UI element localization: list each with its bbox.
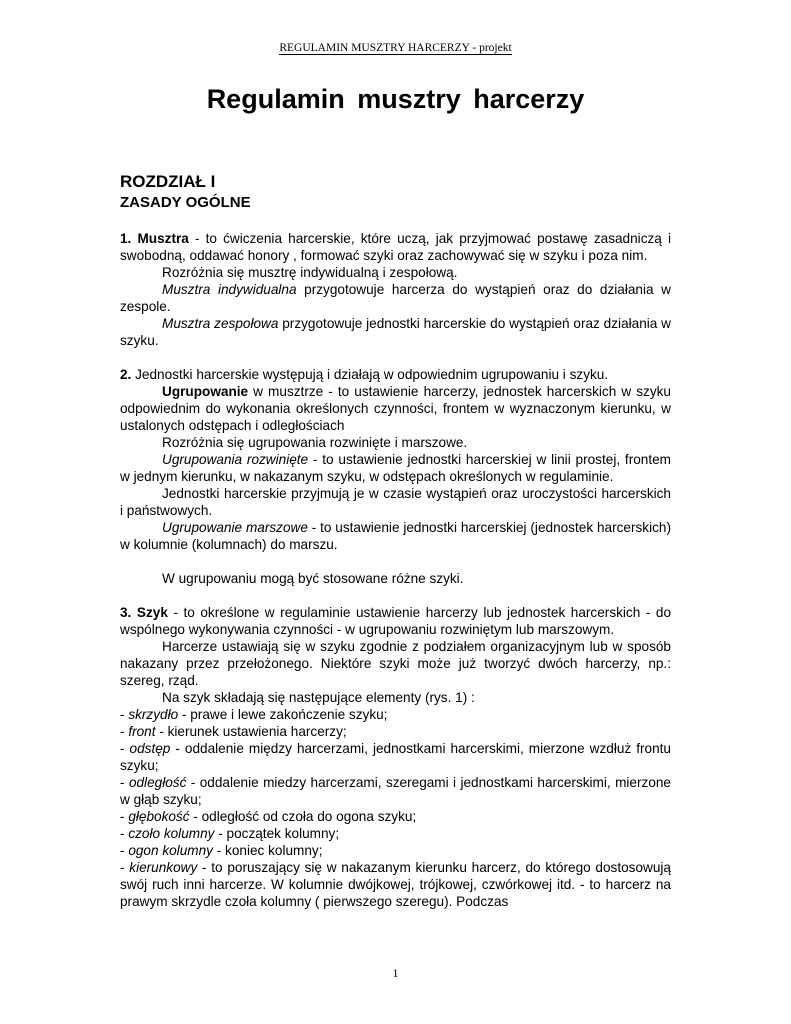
list-item: - kierunkowy - to poruszający się w nakazanym kierunku harcerz, do którego dostosowują swój ruch inni harcerze. W kolumnie dwójkowej, trójkowej, czwórkowej itd. - to harcerz na prawym skrzydle czoła kolumny ( pierwszego szeregu). Podczas — [120, 860, 671, 909]
list-item-text: - oddalenie miedzy harcerzami, szeregami i jednostkami harcerskimi, mierzone w głąb szyku; — [120, 775, 671, 807]
paragraph — [120, 451, 671, 485]
chapter-subtitle: ZASADY OGÓLNE — [120, 194, 251, 211]
paragraph — [120, 604, 671, 638]
document-body — [120, 230, 671, 910]
paragraph-text: - to ustawienie jednostki harcerskiej (jednostek harcerskich) w kolumnie (kolumnach) do marszu. — [120, 520, 671, 552]
section-number: 3. — [120, 605, 132, 620]
section-number: 2. — [120, 367, 132, 382]
paragraph-text: - to ustawienie jednostki harcerskiej w linii prostej, frontem w jednym kierunku, w nakazanym szyku, w odstępach określonych w regulaminie. — [120, 452, 672, 484]
defined-term: kierunkowy — [129, 860, 198, 875]
document-title: Regulamin musztry harcerzy — [206, 84, 585, 114]
defined-term: odstęp — [129, 741, 171, 756]
paragraph: Harcerze ustawiają się w szyku zgodnie z podziałem organizacyjnym lub w sposób nakazany przez przełożonego. Niektóre szyki może już tworzyć dwóch harcerzy, np.: szereg, rząd. — [120, 639, 671, 688]
defined-term: Szyk — [136, 605, 168, 620]
list-item-text: - odległość od czoła do ogona szyku; — [189, 809, 417, 824]
list-item-text: - oddalenie między harcerzami, jednostkami harcerskimi, mierzone wzdłuż frontu szyku; — [120, 741, 671, 773]
paragraph — [120, 230, 671, 264]
paragraph-text: - to określone w regulaminie ustawienie harcerzy lub jednostek harcerskich - do wspólnego wykonywania czynności - w ugrupowaniu rozwiniętym lub marszowym. — [120, 605, 672, 637]
list-item: - front - kierunek ustawienia harcerzy; — [120, 724, 347, 739]
paragraph: Rozróżnia się musztrę indywidualną i zespołową. — [162, 265, 458, 280]
defined-term: głębokość — [128, 809, 190, 824]
list-item: - głębokość - odległość od czoła do ogona szyku; — [120, 809, 417, 824]
paragraph: Rozróżnia się ugrupowania rozwinięte i marszowe. — [162, 435, 468, 450]
defined-term: Musztra — [137, 231, 189, 246]
list-item-text: - koniec kolumny; — [212, 843, 323, 858]
paragraph: Na szyk składają się następujące elementy (rys. 1) : — [162, 690, 475, 705]
list-item: - skrzydło - prawe i lewe zakończenie szyku; — [120, 707, 388, 722]
paragraph: W ugrupowaniu mogą być stosowane różne szyki. — [162, 571, 464, 586]
paragraph — [120, 383, 671, 434]
paragraph — [120, 315, 671, 349]
list-item-text: - to poruszający się w nakazanym kierunku harcerz, do którego dostosowują swój ruch inni harcerze. W kolumnie dwójkowej, trójkowej, czwórkowej itd. - to harcerz na prawym skrzydle czoła kolumny ( pierwszego szeregu). Podczas — [120, 860, 671, 909]
defined-term: ogon kolumny — [128, 843, 213, 858]
section-number: 1. — [120, 231, 132, 246]
list-item: - odstęp - oddalenie między harcerzami, jednostkami harcerskimi, mierzone wzdłuż frontu szyku; — [120, 741, 671, 773]
chapter-heading: ROZDZIAŁ I — [120, 172, 216, 191]
defined-term: Ugrupowanie — [162, 384, 249, 399]
paragraph — [120, 519, 671, 553]
running-header — [0, 42, 791, 54]
paragraph-text: przygotowuje jednostki harcerskie do wystąpień oraz działania w szyku. — [120, 316, 671, 348]
paragraph-text: w musztrze - to ustawienie harcerzy, jednostek harcerskich w szyku odpowiednim do wykonania określonych czynności, frontem w wyznaczonym kierunku, w ustalonych odstępach i odległościach — [120, 384, 671, 433]
list-item: - odległość - oddalenie miedzy harcerzami, szeregami i jednostkami harcerskimi, mierzone w głąb szyku; — [120, 775, 671, 807]
running-header-text: REGULAMIN MUSZTRY HARCERZY - projekt — [279, 42, 512, 54]
defined-term: Musztra zespołowa — [162, 316, 279, 331]
defined-term: front — [128, 724, 156, 739]
paragraph-text: Jednostki harcerskie występują i działają w odpowiednim ugrupowaniu i szyku. — [131, 367, 609, 382]
paragraph: Jednostki harcerskie przyjmują je w czasie wystąpień oraz uroczystości harcerskich i państwowych. — [120, 486, 671, 518]
list-item-text: - prawe i lewe zakończenie szyku; — [178, 707, 388, 722]
list-item-text: - kierunek ustawienia harcerzy; — [155, 724, 347, 739]
defined-term: odległość — [128, 775, 187, 790]
defined-term: Ugrupowanie marszowe — [162, 520, 308, 535]
defined-term: Ugrupowania rozwinięte — [162, 452, 309, 467]
list-item-text: - początek kolumny; — [214, 826, 340, 841]
defined-term: Musztra indywidualna — [162, 282, 297, 297]
paragraph — [120, 366, 671, 383]
defined-term: skrzydło — [128, 707, 179, 722]
list-item: - ogon kolumny - koniec kolumny; — [120, 843, 323, 858]
paragraph-text: przygotowuje harcerza do wystąpień oraz do działania w zespole. — [120, 282, 671, 314]
list-item: - czoło kolumny - początek kolumny; — [120, 826, 340, 841]
paragraph — [120, 281, 671, 315]
page-number: 1 — [392, 966, 399, 980]
paragraph-text: - to ćwiczenia harcerskie, które uczą, jak przyjmować postawę zasadniczą i swobodną, oddawać honory , formować szyki oraz zachowywać się w szyku i poza nim. — [120, 231, 671, 263]
defined-term: czoło kolumny — [128, 826, 215, 841]
